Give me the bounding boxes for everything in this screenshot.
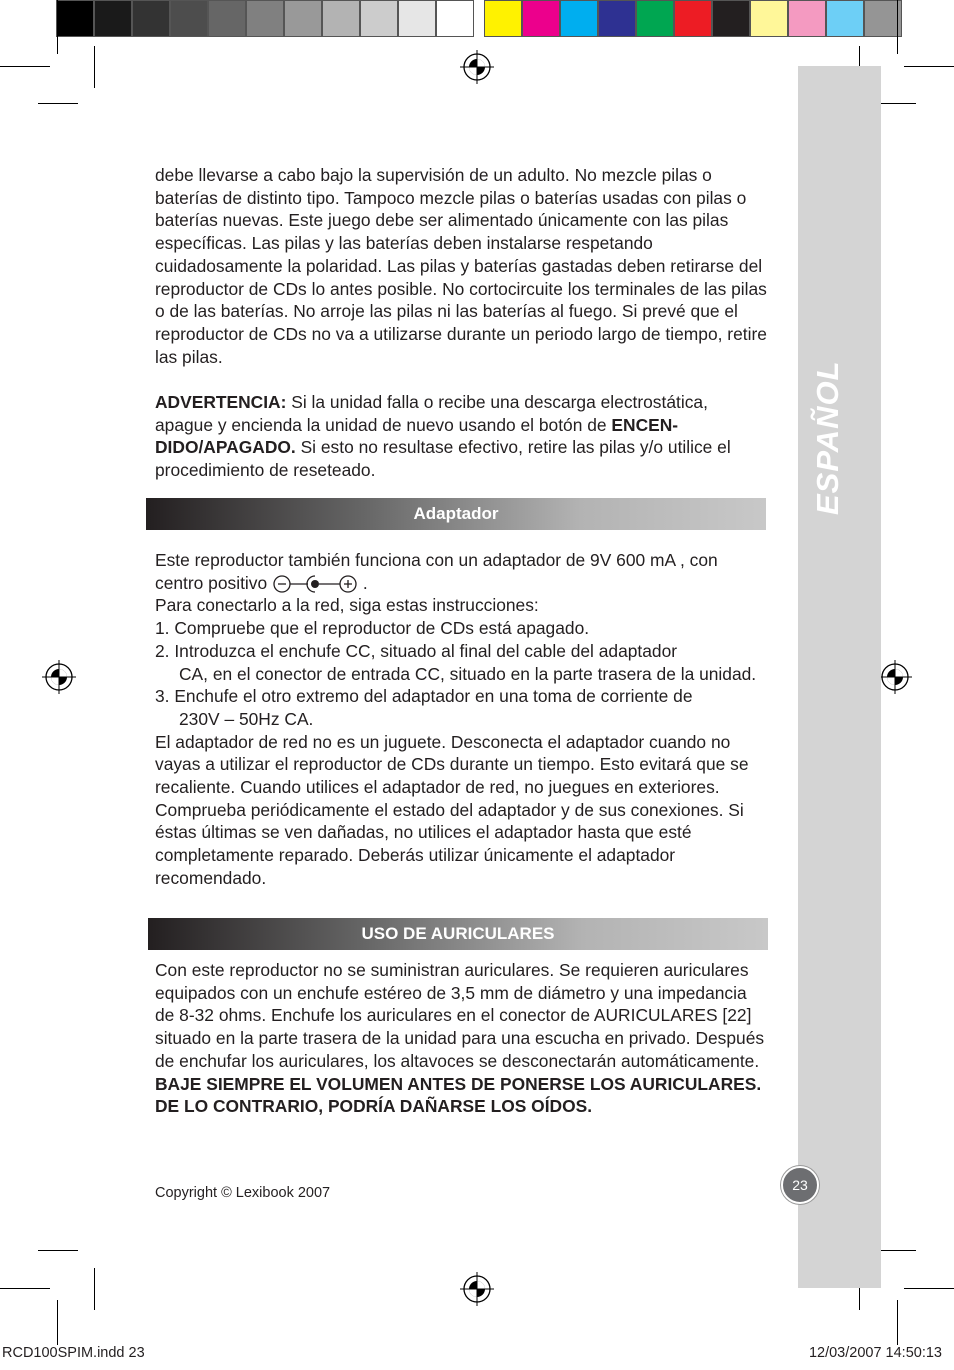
footer-datetime: 12/03/2007 14:50:13 — [808, 1345, 942, 1361]
step-2-continued: CA, en el conector de entrada CC, situado en la parte trasera de la unidad. — [179, 663, 757, 684]
crop-mark — [897, 1300, 898, 1345]
registration-mark-icon — [878, 660, 912, 694]
adapter-note: El adaptador de red no es un juguete. Desconecta el adaptador cuando no vayas a utilizar el reproductor de CDs durante un tiempo. Esto evitará que se recaliente. Cuando utilices el adaptador de red, no juegues en exteriores. Comprueba periódicamente el estado del adaptador y de sus conexiones. Si éstas últimas se ven dañadas, no utilices el adaptador hasta que esté completamente reparado. Deberás utilizar únicamente el adaptador recomendado. — [155, 731, 749, 888]
crop-mark — [94, 46, 95, 88]
color-swatch — [484, 0, 522, 37]
color-swatch — [598, 0, 636, 37]
step-1: 1. Compruebe que el reproductor de CDs está apagado. — [155, 618, 590, 639]
copyright-text: Copyright © Lexibook 2007 — [155, 1185, 331, 1201]
color-swatch — [712, 0, 750, 37]
step-3-continued: 230V – 50Hz CA. — [179, 708, 314, 729]
registration-mark-icon — [460, 50, 494, 84]
volume-warning: BAJE SIEMPRE EL VOLUMEN ANTES DE PONERSE LOS AURICULARES. DE LO CONTRARIO, PODRÍA DAÑARSE LOS OÍDOS. — [155, 1073, 762, 1117]
auriculares-section — [155, 959, 770, 1118]
registration-mark-icon — [42, 660, 76, 694]
instructions-intro: Para conectarlo a la red, siga estas instrucciones: — [155, 595, 539, 616]
center-positive-end: . — [357, 572, 368, 593]
section-heading-auriculares: USO DE AURICULARES — [148, 918, 768, 950]
adaptador-section — [155, 549, 770, 890]
crop-mark — [57, 1300, 58, 1345]
intro-section — [155, 164, 770, 482]
color-swatch — [132, 0, 170, 37]
crop-mark — [38, 103, 78, 104]
crop-mark — [897, 0, 898, 54]
color-swatch — [284, 0, 322, 37]
footer-file-name: RCD100SPIM.indd 23 — [2, 1345, 145, 1361]
gray-swatch-bar — [56, 0, 474, 40]
color-swatch — [360, 0, 398, 37]
page-number-badge: 23 — [781, 1166, 819, 1204]
crop-mark — [0, 1288, 50, 1289]
warning-label: ADVERTENCIA: — [155, 392, 287, 413]
warning-text: Si la unidad falla o recibe una descarga electrostática, apague y encienda la unidad de nuevo usando el botón de — [155, 392, 708, 435]
color-swatch — [674, 0, 712, 37]
color-swatch — [750, 0, 788, 37]
crop-mark — [0, 66, 50, 67]
step-2: 2. Introduzca el enchufe CC, situado al final del cable del adaptador — [155, 640, 678, 661]
registration-mark-icon — [460, 1272, 494, 1306]
polarity-symbol-icon — [272, 574, 358, 594]
color-swatch — [788, 0, 826, 37]
headphones-paragraph: Con este reproductor no se suministran auriculares. Se requieren auriculares equipados con un enchufe estéreo de 3,5 mm de diámetro y una impedancia de 8-32 ohms. Enchufe los auriculares en el conector de AURICULARES [22] situado en la parte trasera de la unidad para una escucha en privado. Después de enchufar los auriculares, los altavoces se desconectarán automáticamente. — [155, 960, 765, 1071]
center-positive-line — [155, 572, 770, 595]
center-positive-text: centro positivo — [155, 572, 268, 593]
battery-paragraph: debe llevarse a cabo bajo la supervisión de un adulto. No mezcle pilas o baterías de distinto tipo. Tampoco mezcle pilas o baterías usadas con pilas o baterías nuevas. Este juego debe ser alimentado únicamente con las pilas específicas. Las pilas y las baterías deben instalarse respetando cuidadosamente la polaridad. Las pilas y baterías gastadas deben retirarse del reproductor de CDs lo antes posible. No cortocircuite los terminales de las pilas o de las baterías. No arroje las pilas ni las baterías al fuego. Si prevé que el reproductor de CDs no va a utilizarse durante un periodo largo de tiempo, retire las pilas. — [155, 165, 767, 367]
crop-mark — [38, 1250, 78, 1251]
color-swatch — [246, 0, 284, 37]
step-3: 3. Enchufe el otro extremo del adaptador en una toma de corriente de — [155, 686, 693, 707]
crop-mark — [57, 0, 58, 54]
color-swatch — [94, 0, 132, 37]
color-swatch — [826, 0, 864, 37]
color-swatch — [322, 0, 360, 37]
crop-mark — [904, 66, 954, 67]
color-swatch — [636, 0, 674, 37]
color-swatch-bar — [484, 0, 902, 40]
warning-bold-text: ENCEN-DIDO/APAGADO. — [155, 414, 679, 458]
color-swatch — [560, 0, 598, 37]
color-swatch — [208, 0, 246, 37]
language-side-tab — [798, 66, 881, 1288]
language-label: ESPAÑOL — [810, 360, 845, 515]
adapter-spec-line: Este reproductor también funciona con un adaptador de 9V 600 mA , con — [155, 550, 718, 570]
warning-paragraph — [155, 391, 770, 482]
color-swatch — [436, 0, 474, 37]
color-swatch — [398, 0, 436, 37]
color-swatch — [170, 0, 208, 37]
crop-mark — [876, 1250, 916, 1251]
crop-mark — [94, 1268, 95, 1310]
crop-mark — [904, 1288, 954, 1289]
warning-text-end: Si esto no resultase efectivo, retire las pilas y/o utilice el procedimiento de reseteado. — [155, 437, 731, 481]
section-heading-adaptador: Adaptador — [146, 498, 766, 530]
color-swatch — [56, 0, 94, 37]
color-swatch — [522, 0, 560, 37]
crop-mark — [876, 103, 916, 104]
